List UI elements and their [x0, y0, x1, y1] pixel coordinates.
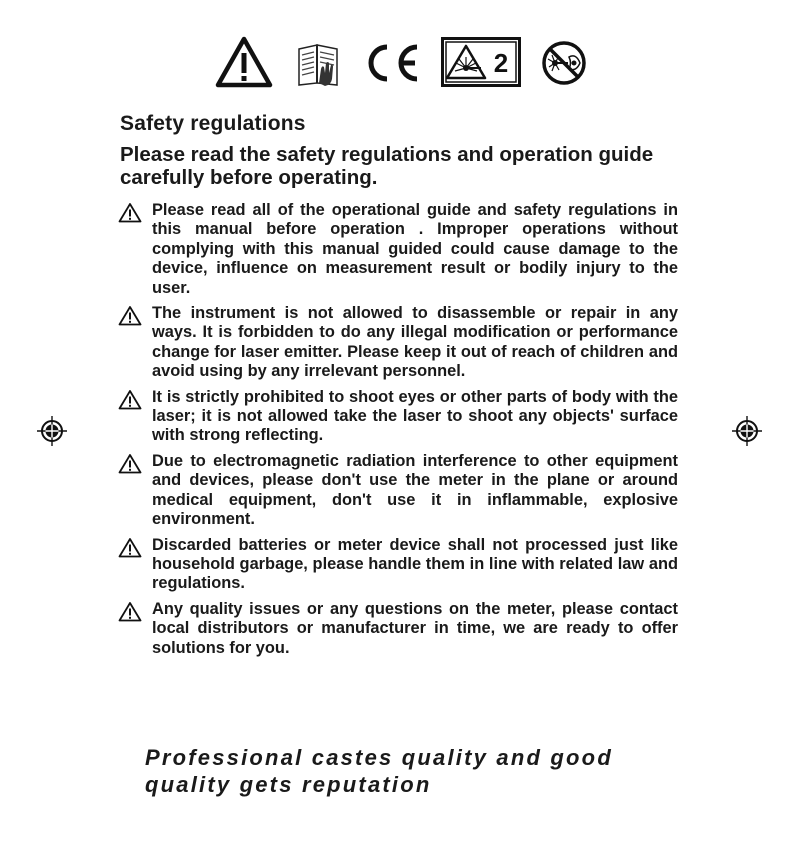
warning-icon	[118, 453, 142, 474]
warning-icon	[118, 305, 142, 326]
no-eye-exposure-icon	[540, 39, 588, 87]
svg-text:2: 2	[493, 48, 509, 78]
warning-icon	[118, 537, 142, 558]
header-icon-row	[0, 33, 800, 93]
list-item	[118, 388, 678, 446]
list-item-text: It is strictly prohibited to shoot eyes or other parts of body with the laser; it is not allowed take the laser to shoot any objects' surface with strong reflecting.	[152, 387, 678, 445]
warning-icon	[118, 202, 142, 223]
list-item	[118, 304, 678, 382]
list-item-text: Discarded batteries or meter device shall not processed just like household garbage, please handle them in line with related law and regulations.	[152, 535, 678, 593]
registration-mark-left-icon	[36, 415, 68, 447]
list-item-text: Due to electromagnetic radiation interference to other equipment and devices, please don't use the meter in the plane or around medical equipment, don't use it in inflammable, explosive environment.	[152, 451, 678, 529]
ce-mark-icon	[361, 41, 421, 85]
list-item-text: The instrument is not allowed to disassemble or repair in any ways. It is forbidden to do any illegal modification or performance change for laser emitter. Please keep it out of reach of children and avoid using by any irrelevant personnel.	[152, 304, 678, 381]
list-item	[118, 600, 678, 658]
list-item	[118, 201, 678, 298]
warning-icon	[118, 389, 142, 410]
page-title: Safety regulations	[120, 112, 306, 135]
list-item	[118, 452, 678, 530]
registration-mark-right-icon	[731, 415, 763, 447]
warning-triangle-icon	[214, 35, 274, 89]
read-manual-icon	[295, 39, 343, 87]
slogan: Professional castes quality and good quality gets reputation	[145, 745, 613, 797]
warning-icon	[118, 601, 142, 622]
safety-list	[118, 201, 678, 664]
list-item-text: Any quality issues or any questions on the meter, please contact local distributors or manufacturer in time, we are ready to offer solutions for you.	[152, 599, 678, 657]
list-item-text: Please read all of the operational guide and safety regulations in this manual before operation . Improper operations without complying with this manual guided could cause damage to the device, influence on measurement result or bodily injury to the user.	[152, 201, 678, 297]
page-subtitle: Please read the safety regulations and operation guide carefully before operating.	[120, 143, 654, 189]
list-item	[118, 536, 678, 594]
laser-class-2-icon	[441, 37, 521, 87]
